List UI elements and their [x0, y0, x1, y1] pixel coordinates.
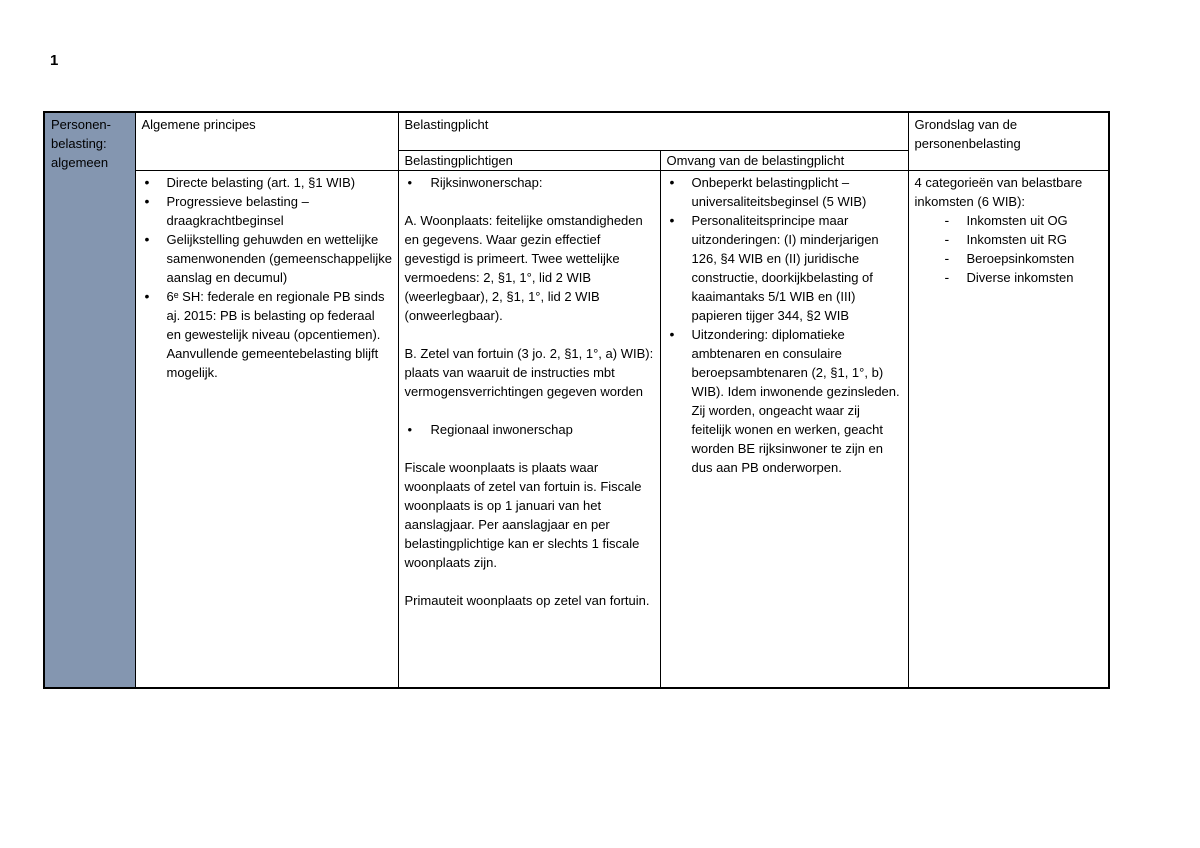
list-item: - Beroepsinkomsten — [915, 249, 1104, 268]
header-belastingplichtigen: Belastingplichtigen — [398, 150, 660, 170]
header-grondslag — [908, 112, 1109, 170]
bullet-regionaal-inwonerschap: • Regionaal inwonerschap — [405, 420, 655, 439]
side-label-line: belasting: — [51, 136, 107, 151]
bullet-rijksinwonerschap: • Rijksinwonerschap: — [405, 173, 655, 192]
header-omvang: Omvang van de belastingplicht — [660, 150, 908, 170]
list-item: • Personaliteitsprincipe maar uitzonderingen: (I) minderjarigen 126, §4 WIB en (II) juridische constructie, doorkijkbelasting of kaaimantaks 5/1 WIB en (III) papieren tijger 344, §2 WIB — [667, 211, 903, 325]
side-label-line: Personen- — [51, 117, 111, 132]
header-grondslag-line: personenbelasting — [914, 136, 1021, 151]
overview-table — [43, 111, 1110, 689]
paragraph-fiscale-woonplaats: Fiscale woonplaats is plaats waar woonplaats of zetel van fortuin is. Fiscale woonplaats is op 1 januari van het aanslagjaar. Per aanslagjaar en per belastingplichtige kan er slechts 1 fiscale woonplaats zijn. — [404, 459, 642, 570]
list-item: • Progressieve belasting – draagkrachtbeginsel — [142, 192, 393, 230]
page-number: 1 — [50, 52, 59, 69]
list-item: • 6ᵉ SH: federale en regionale PB sinds aj. 2015: PB is belasting op federaal en gewestelijk niveau (opcentiemen). Aanvullende gemeentebelasting blijft mogelijk. — [142, 287, 393, 382]
list-item: • Onbeperkt belastingplicht – universaliteitsbeginsel (5 WIB) — [667, 173, 903, 211]
paragraph-zetel-van-fortuin: B. Zetel van fortuin (3 jo. 2, §1, 1°, a) WIB): plaats van waaruit de instructies mbt vermogensverrichtingen gegeven worden — [404, 345, 654, 399]
cell-algemene-principes — [135, 170, 398, 688]
paragraph-woonplaats: A. Woonplaats: feitelijke omstandigheden en gegevens. Waar gezin effectief gevestigd is primeert. Twee wettelijke vermoedens: 2, §1, 1°, lid 2 WIB (weerlegbaar), 2, §1, 1°, lid 2 WIB (onweerlegbaar). — [404, 212, 643, 323]
list-item: - Diverse inkomsten — [915, 268, 1104, 287]
header-algemene-principes: Algemene principes — [135, 112, 398, 170]
list-item: • Uitzondering: diplomatieke ambtenaren en consulaire beroepsambtenaren (2, §1, 1°, b) WIB). Idem inwonende gezinsleden. Zij worden, ongeacht waar zij feitelijk wonen en werken, geacht worden BE rijksinwoner te zijn en dus aan PB onderworpen. — [667, 325, 903, 477]
header-belastingplicht: Belastingplicht — [398, 112, 908, 150]
cell-omvang — [660, 170, 908, 688]
header-grondslag-line: Grondslag van de — [914, 117, 1018, 132]
paragraph-primauteit: Primauteit woonplaats op zetel van fortuin. — [404, 592, 650, 608]
list-item: - Inkomsten uit OG — [915, 211, 1104, 230]
grondslag-intro: 4 categorieën van belastbare inkomsten (6 WIB): — [914, 174, 1083, 209]
side-label-line: algemeen — [51, 155, 109, 170]
list-item: - Inkomsten uit RG — [915, 230, 1104, 249]
cell-belastingplichtigen — [398, 170, 660, 688]
cell-grondslag — [908, 170, 1109, 688]
list-item: • Gelijkstelling gehuwden en wettelijke samenwonenden (gemeenschappelijke aanslag en decumul) — [142, 230, 393, 287]
list-item: • Directe belasting (art. 1, §1 WIB) — [142, 173, 393, 192]
side-label-cell — [44, 112, 135, 688]
